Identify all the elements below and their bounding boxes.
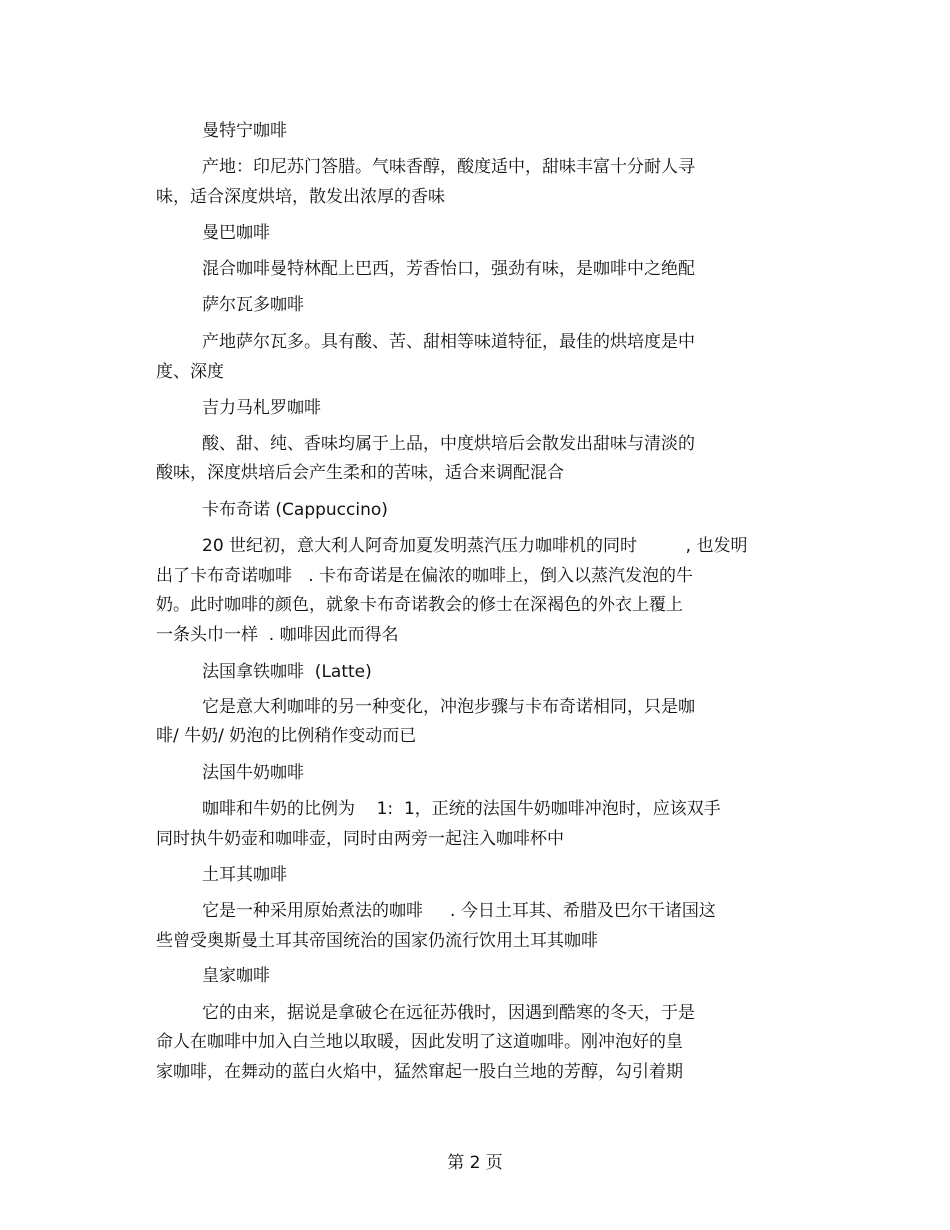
paragraph-line: 些曾受奥斯曼土耳其帝国统治的国家仍流行饮用土耳其咖啡 — [156, 931, 598, 951]
paragraph-line: 它的由来，据说是拿破仑在远征苏俄时，因遇到酷寒的冬天，于是 — [202, 1003, 695, 1023]
paragraph-line: 一条头巾一样 . 咖啡因此而得名 — [156, 625, 399, 645]
section-title: 皇家咖啡 — [202, 966, 270, 986]
paragraph-line: 它是一种采用原始煮法的咖啡 . 今日土耳其、希腊及巴尔干诸国这 — [202, 901, 716, 921]
page-number: 第 2 页 — [447, 1153, 503, 1173]
paragraph-line: 味，适合深度烘培，散发出浓厚的香味 — [156, 187, 445, 207]
paragraph-line: 酸、甜、纯、香味均属于上品，中度烘培后会散发出甜味与清淡的 — [202, 434, 695, 454]
section-title: 法国牛奶咖啡 — [202, 763, 304, 783]
paragraph-line: 酸味，深度烘培后会产生柔和的苦味，适合来调配混合 — [156, 463, 564, 483]
paragraph-line: 混合咖啡曼特林配上巴西，芳香怡口，强劲有味，是咖啡中之绝配 — [202, 259, 695, 279]
paragraph-line: 同时执牛奶壶和咖啡壶，同时由两旁一起注入咖啡杯中 — [156, 829, 564, 849]
paragraph-line: 度、深度 — [156, 362, 224, 382]
section-title: 法国拿铁咖啡 (Latte) — [202, 662, 372, 682]
paragraph-line: 产地萨尔瓦多。具有酸、苦、甜相等味道特征，最佳的烘培度是中 — [202, 332, 695, 352]
paragraph-line: 咖啡和牛奶的比例为 1: 1，正统的法国牛奶咖啡冲泡时，应该双手 — [202, 799, 721, 819]
paragraph-line: 命人在咖啡中加入白兰地以取暖，因此发明了这道咖啡。刚冲泡好的皇 — [156, 1032, 683, 1052]
paragraph-line: 20 世纪初，意大利人阿奇加夏发明蒸汽压力咖啡机的同时 , 也发明 — [202, 536, 748, 556]
paragraph-line: 产地：印尼苏门答腊。气味香醇，酸度适中，甜味丰富十分耐人寻 — [202, 157, 695, 177]
section-title: 萨尔瓦多咖啡 — [202, 295, 304, 315]
paragraph-line: 出了卡布奇诺咖啡 . 卡布奇诺是在偏浓的咖啡上，倒入以蒸汽发泡的牛 — [156, 566, 694, 586]
paragraph-line: 家咖啡，在舞动的蓝白火焰中，猛然窜起一股白兰地的芳醇，勾引着期 — [156, 1062, 683, 1082]
section-title: 吉力马札罗咖啡 — [202, 398, 321, 418]
section-title: 土耳其咖啡 — [202, 865, 287, 885]
paragraph-line: 啡/ 牛奶/ 奶泡的比例稍作变动而已 — [156, 726, 417, 746]
section-title: 曼巴咖啡 — [202, 223, 270, 243]
section-title: 曼特宁咖啡 — [202, 121, 287, 141]
paragraph-line: 奶。此时咖啡的颜色，就象卡布奇诺教会的修士在深褐色的外衣上覆上 — [156, 595, 683, 615]
section-title: 卡布奇诺 (Cappuccino) — [202, 500, 388, 520]
paragraph-line: 它是意大利咖啡的另一种变化，冲泡步骤与卡布奇诺相同，只是咖 — [202, 697, 695, 717]
